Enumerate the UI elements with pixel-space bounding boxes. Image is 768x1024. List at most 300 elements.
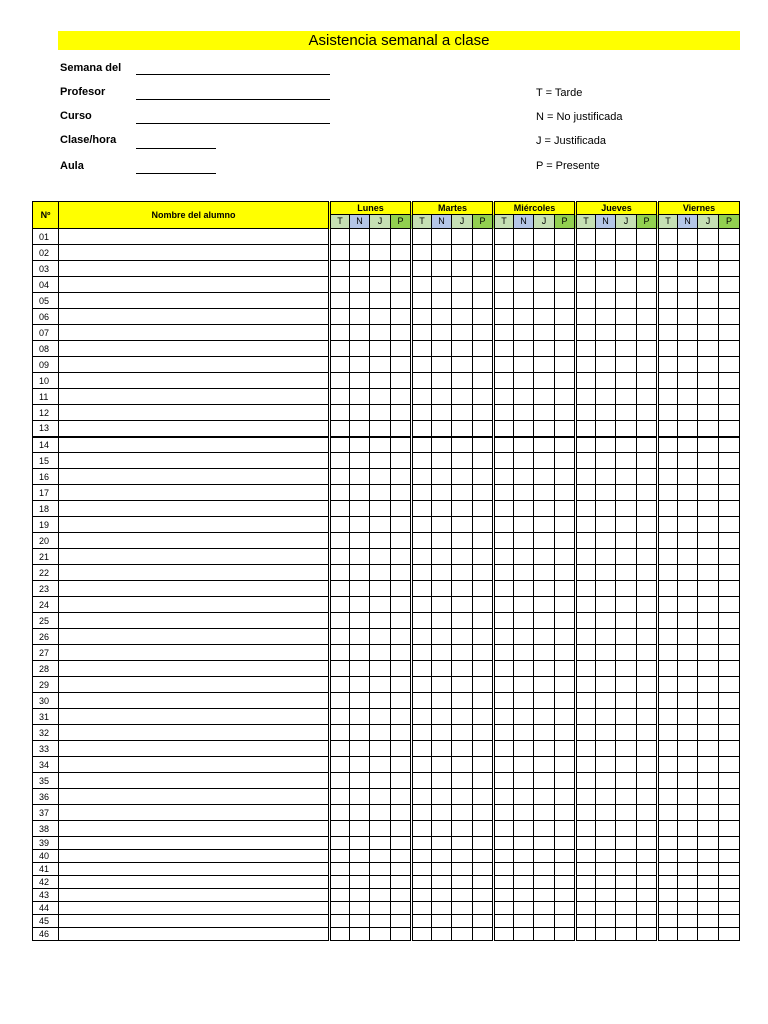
attendance-cell[interactable] [350,821,370,837]
attendance-cell[interactable] [494,325,514,341]
attendance-cell[interactable] [370,741,391,757]
attendance-cell[interactable] [678,501,698,517]
attendance-cell[interactable] [473,597,494,613]
attendance-cell[interactable] [719,805,740,821]
attendance-cell[interactable] [452,677,473,693]
attendance-cell[interactable] [330,725,350,741]
attendance-cell[interactable] [432,837,452,850]
attendance-cell[interactable] [412,915,432,928]
attendance-cell[interactable] [370,533,391,549]
attendance-cell[interactable] [698,709,719,725]
attendance-cell[interactable] [473,773,494,789]
attendance-cell[interactable] [576,469,596,485]
attendance-cell[interactable] [616,405,637,421]
attendance-cell[interactable] [555,517,576,533]
attendance-cell[interactable] [391,485,412,501]
attendance-cell[interactable] [616,709,637,725]
attendance-cell[interactable] [412,405,432,421]
attendance-cell[interactable] [370,693,391,709]
attendance-cell[interactable] [391,581,412,597]
attendance-cell[interactable] [576,613,596,629]
attendance-cell[interactable] [596,773,616,789]
attendance-cell[interactable] [452,501,473,517]
attendance-cell[interactable] [555,613,576,629]
attendance-cell[interactable] [370,261,391,277]
attendance-cell[interactable] [698,837,719,850]
attendance-cell[interactable] [391,709,412,725]
attendance-cell[interactable] [719,863,740,876]
attendance-cell[interactable] [473,501,494,517]
attendance-cell[interactable] [370,613,391,629]
attendance-cell[interactable] [391,661,412,677]
attendance-cell[interactable] [412,821,432,837]
attendance-cell[interactable] [391,902,412,915]
attendance-cell[interactable] [678,902,698,915]
attendance-cell[interactable] [514,677,534,693]
attendance-cell[interactable] [432,277,452,293]
attendance-cell[interactable] [473,581,494,597]
attendance-cell[interactable] [616,485,637,501]
attendance-cell[interactable] [534,741,555,757]
attendance-cell[interactable] [494,757,514,773]
attendance-cell[interactable] [391,805,412,821]
attendance-cell[interactable] [616,805,637,821]
attendance-cell[interactable] [698,325,719,341]
attendance-cell[interactable] [330,863,350,876]
attendance-cell[interactable] [616,309,637,325]
attendance-cell[interactable] [452,661,473,677]
attendance-cell[interactable] [432,437,452,453]
student-name-cell[interactable] [59,629,330,645]
attendance-cell[interactable] [494,293,514,309]
attendance-cell[interactable] [370,863,391,876]
attendance-cell[interactable] [596,928,616,941]
attendance-cell[interactable] [391,741,412,757]
attendance-cell[interactable] [616,677,637,693]
attendance-cell[interactable] [658,915,678,928]
attendance-cell[interactable] [534,421,555,437]
attendance-cell[interactable] [596,261,616,277]
attendance-cell[interactable] [494,805,514,821]
attendance-cell[interactable] [514,821,534,837]
attendance-cell[interactable] [678,928,698,941]
student-name-cell[interactable] [59,789,330,805]
attendance-cell[interactable] [514,245,534,261]
attendance-cell[interactable] [330,437,350,453]
attendance-cell[interactable] [678,245,698,261]
attendance-cell[interactable] [555,677,576,693]
attendance-cell[interactable] [514,517,534,533]
attendance-cell[interactable] [678,293,698,309]
attendance-cell[interactable] [473,613,494,629]
attendance-cell[interactable] [494,309,514,325]
student-name-cell[interactable] [59,277,330,293]
attendance-cell[interactable] [616,902,637,915]
attendance-cell[interactable] [616,389,637,405]
attendance-cell[interactable] [719,469,740,485]
attendance-cell[interactable] [514,928,534,941]
attendance-cell[interactable] [698,421,719,437]
attendance-cell[interactable] [452,902,473,915]
attendance-cell[interactable] [658,928,678,941]
attendance-cell[interactable] [719,773,740,789]
attendance-cell[interactable] [596,661,616,677]
attendance-cell[interactable] [555,309,576,325]
attendance-cell[interactable] [350,469,370,485]
attendance-cell[interactable] [350,533,370,549]
attendance-cell[interactable] [596,373,616,389]
attendance-cell[interactable] [412,837,432,850]
attendance-cell[interactable] [370,850,391,863]
attendance-cell[interactable] [432,902,452,915]
attendance-cell[interactable] [576,357,596,373]
attendance-cell[interactable] [678,517,698,533]
attendance-cell[interactable] [473,293,494,309]
attendance-cell[interactable] [698,565,719,581]
attendance-cell[interactable] [616,661,637,677]
attendance-cell[interactable] [432,629,452,645]
attendance-cell[interactable] [616,773,637,789]
attendance-cell[interactable] [637,245,658,261]
attendance-cell[interactable] [473,709,494,725]
attendance-cell[interactable] [678,850,698,863]
attendance-cell[interactable] [452,309,473,325]
attendance-cell[interactable] [658,453,678,469]
attendance-cell[interactable] [412,677,432,693]
attendance-cell[interactable] [330,693,350,709]
attendance-cell[interactable] [658,850,678,863]
attendance-cell[interactable] [637,261,658,277]
attendance-cell[interactable] [555,850,576,863]
attendance-cell[interactable] [350,725,370,741]
attendance-cell[interactable] [678,229,698,245]
attendance-cell[interactable] [494,821,514,837]
attendance-cell[interactable] [370,501,391,517]
attendance-cell[interactable] [391,773,412,789]
attendance-cell[interactable] [350,565,370,581]
attendance-cell[interactable] [330,709,350,725]
attendance-cell[interactable] [412,309,432,325]
attendance-cell[interactable] [330,293,350,309]
student-name-cell[interactable] [59,485,330,501]
attendance-cell[interactable] [370,517,391,533]
attendance-cell[interactable] [391,357,412,373]
attendance-cell[interactable] [350,421,370,437]
field-line-aula[interactable] [136,173,216,174]
attendance-cell[interactable] [555,245,576,261]
attendance-cell[interactable] [494,597,514,613]
attendance-cell[interactable] [658,693,678,709]
attendance-cell[interactable] [370,469,391,485]
attendance-cell[interactable] [330,469,350,485]
attendance-cell[interactable] [637,789,658,805]
attendance-cell[interactable] [555,501,576,517]
attendance-cell[interactable] [391,677,412,693]
attendance-cell[interactable] [596,709,616,725]
attendance-cell[interactable] [616,693,637,709]
attendance-cell[interactable] [494,928,514,941]
attendance-cell[interactable] [596,725,616,741]
attendance-cell[interactable] [391,915,412,928]
attendance-cell[interactable] [330,533,350,549]
attendance-cell[interactable] [534,389,555,405]
attendance-cell[interactable] [432,229,452,245]
attendance-cell[interactable] [658,741,678,757]
attendance-cell[interactable] [432,915,452,928]
student-name-cell[interactable] [59,645,330,661]
attendance-cell[interactable] [534,773,555,789]
attendance-cell[interactable] [494,357,514,373]
attendance-cell[interactable] [658,245,678,261]
attendance-cell[interactable] [596,693,616,709]
attendance-cell[interactable] [452,850,473,863]
attendance-cell[interactable] [514,629,534,645]
attendance-cell[interactable] [534,261,555,277]
attendance-cell[interactable] [637,565,658,581]
attendance-cell[interactable] [698,915,719,928]
attendance-cell[interactable] [658,902,678,915]
attendance-cell[interactable] [494,229,514,245]
attendance-cell[interactable] [678,677,698,693]
attendance-cell[interactable] [350,341,370,357]
attendance-cell[interactable] [473,341,494,357]
attendance-cell[interactable] [494,850,514,863]
attendance-cell[interactable] [596,389,616,405]
attendance-cell[interactable] [555,805,576,821]
student-name-cell[interactable] [59,437,330,453]
attendance-cell[interactable] [616,915,637,928]
attendance-cell[interactable] [698,549,719,565]
student-name-cell[interactable] [59,805,330,821]
attendance-cell[interactable] [370,757,391,773]
attendance-cell[interactable] [596,517,616,533]
attendance-cell[interactable] [637,341,658,357]
attendance-cell[interactable] [370,789,391,805]
attendance-cell[interactable] [555,293,576,309]
attendance-cell[interactable] [555,757,576,773]
attendance-cell[interactable] [432,261,452,277]
attendance-cell[interactable] [637,889,658,902]
attendance-cell[interactable] [370,245,391,261]
attendance-cell[interactable] [514,613,534,629]
attendance-cell[interactable] [330,629,350,645]
attendance-cell[interactable] [658,876,678,889]
attendance-cell[interactable] [452,613,473,629]
attendance-cell[interactable] [698,341,719,357]
attendance-cell[interactable] [616,517,637,533]
attendance-cell[interactable] [514,565,534,581]
attendance-cell[interactable] [719,725,740,741]
attendance-cell[interactable] [514,915,534,928]
attendance-cell[interactable] [658,581,678,597]
attendance-cell[interactable] [391,517,412,533]
student-name-cell[interactable] [59,469,330,485]
attendance-cell[interactable] [350,261,370,277]
attendance-cell[interactable] [514,773,534,789]
attendance-cell[interactable] [719,421,740,437]
attendance-cell[interactable] [412,421,432,437]
attendance-cell[interactable] [412,773,432,789]
attendance-cell[interactable] [576,565,596,581]
attendance-cell[interactable] [350,325,370,341]
attendance-cell[interactable] [391,277,412,293]
attendance-cell[interactable] [637,863,658,876]
attendance-cell[interactable] [616,741,637,757]
attendance-cell[interactable] [350,928,370,941]
attendance-cell[interactable] [432,789,452,805]
attendance-cell[interactable] [330,341,350,357]
attendance-cell[interactable] [350,629,370,645]
attendance-cell[interactable] [391,245,412,261]
attendance-cell[interactable] [391,549,412,565]
attendance-cell[interactable] [494,889,514,902]
attendance-cell[interactable] [494,373,514,389]
attendance-cell[interactable] [698,517,719,533]
attendance-cell[interactable] [534,645,555,661]
attendance-cell[interactable] [678,709,698,725]
attendance-cell[interactable] [412,725,432,741]
attendance-cell[interactable] [432,501,452,517]
attendance-cell[interactable] [473,837,494,850]
attendance-cell[interactable] [678,341,698,357]
attendance-cell[interactable] [391,629,412,645]
attendance-cell[interactable] [658,597,678,613]
attendance-cell[interactable] [452,863,473,876]
attendance-cell[interactable] [596,876,616,889]
student-name-cell[interactable] [59,261,330,277]
attendance-cell[interactable] [576,325,596,341]
student-name-cell[interactable] [59,850,330,863]
attendance-cell[interactable] [637,661,658,677]
attendance-cell[interactable] [391,725,412,741]
attendance-cell[interactable] [576,341,596,357]
attendance-cell[interactable] [637,821,658,837]
attendance-cell[interactable] [473,437,494,453]
attendance-cell[interactable] [698,293,719,309]
attendance-cell[interactable] [452,915,473,928]
attendance-cell[interactable] [555,469,576,485]
attendance-cell[interactable] [698,661,719,677]
attendance-cell[interactable] [391,837,412,850]
attendance-cell[interactable] [452,565,473,581]
attendance-cell[interactable] [494,741,514,757]
attendance-cell[interactable] [576,389,596,405]
attendance-cell[interactable] [452,597,473,613]
attendance-cell[interactable] [637,325,658,341]
attendance-cell[interactable] [658,661,678,677]
student-name-cell[interactable] [59,757,330,773]
attendance-cell[interactable] [432,773,452,789]
attendance-cell[interactable] [514,469,534,485]
attendance-cell[interactable] [494,421,514,437]
attendance-cell[interactable] [576,277,596,293]
attendance-cell[interactable] [678,837,698,850]
attendance-cell[interactable] [719,293,740,309]
attendance-cell[interactable] [432,928,452,941]
student-name-cell[interactable] [59,517,330,533]
attendance-cell[interactable] [698,863,719,876]
attendance-cell[interactable] [555,741,576,757]
attendance-cell[interactable] [370,677,391,693]
attendance-cell[interactable] [596,421,616,437]
attendance-cell[interactable] [514,597,534,613]
attendance-cell[interactable] [350,850,370,863]
attendance-cell[interactable] [330,373,350,389]
attendance-cell[interactable] [534,453,555,469]
attendance-cell[interactable] [330,565,350,581]
student-name-cell[interactable] [59,902,330,915]
attendance-cell[interactable] [350,597,370,613]
attendance-cell[interactable] [514,645,534,661]
attendance-cell[interactable] [576,293,596,309]
attendance-cell[interactable] [719,229,740,245]
attendance-cell[interactable] [534,805,555,821]
attendance-cell[interactable] [350,889,370,902]
attendance-cell[interactable] [412,389,432,405]
attendance-cell[interactable] [330,613,350,629]
student-name-cell[interactable] [59,581,330,597]
attendance-cell[interactable] [576,245,596,261]
attendance-cell[interactable] [350,549,370,565]
attendance-cell[interactable] [616,533,637,549]
attendance-cell[interactable] [350,837,370,850]
attendance-cell[interactable] [494,469,514,485]
attendance-cell[interactable] [534,357,555,373]
attendance-cell[interactable] [534,915,555,928]
attendance-cell[interactable] [514,661,534,677]
attendance-cell[interactable] [391,850,412,863]
attendance-cell[interactable] [719,405,740,421]
attendance-cell[interactable] [616,645,637,661]
attendance-cell[interactable] [698,357,719,373]
attendance-cell[interactable] [473,645,494,661]
attendance-cell[interactable] [576,437,596,453]
attendance-cell[interactable] [616,245,637,261]
attendance-cell[interactable] [370,341,391,357]
attendance-cell[interactable] [350,773,370,789]
attendance-cell[interactable] [719,485,740,501]
attendance-cell[interactable] [719,437,740,453]
student-name-cell[interactable] [59,565,330,581]
student-name-cell[interactable] [59,373,330,389]
attendance-cell[interactable] [678,613,698,629]
attendance-cell[interactable] [555,915,576,928]
attendance-cell[interactable] [514,693,534,709]
attendance-cell[interactable] [658,229,678,245]
attendance-cell[interactable] [412,693,432,709]
attendance-cell[interactable] [330,889,350,902]
attendance-cell[interactable] [330,453,350,469]
attendance-cell[interactable] [391,373,412,389]
attendance-cell[interactable] [452,533,473,549]
attendance-cell[interactable] [412,277,432,293]
attendance-cell[interactable] [637,613,658,629]
attendance-cell[interactable] [555,549,576,565]
attendance-cell[interactable] [432,597,452,613]
attendance-cell[interactable] [616,821,637,837]
student-name-cell[interactable] [59,501,330,517]
attendance-cell[interactable] [432,581,452,597]
attendance-cell[interactable] [576,661,596,677]
attendance-cell[interactable] [678,389,698,405]
attendance-cell[interactable] [473,453,494,469]
attendance-cell[interactable] [350,902,370,915]
attendance-cell[interactable] [330,773,350,789]
student-name-cell[interactable] [59,597,330,613]
attendance-cell[interactable] [555,581,576,597]
attendance-cell[interactable] [514,863,534,876]
attendance-cell[interactable] [555,863,576,876]
